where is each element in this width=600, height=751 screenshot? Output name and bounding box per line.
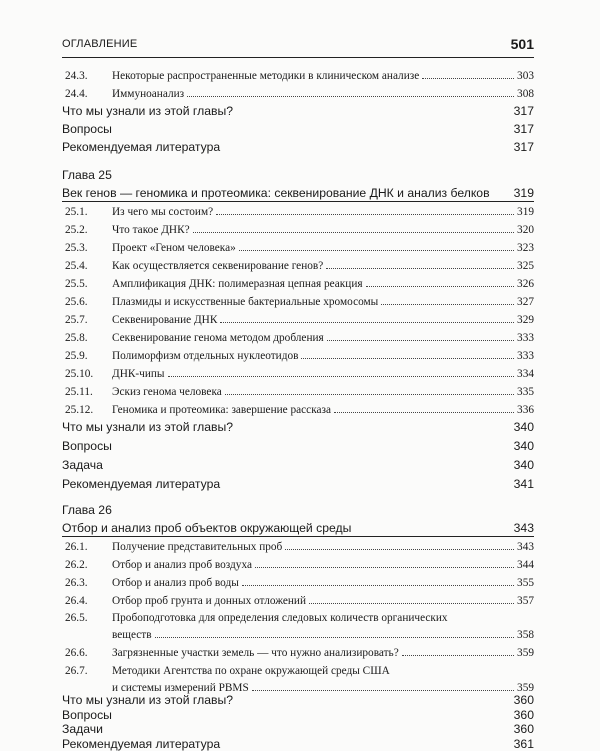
leader-dots [252,690,514,691]
entry-page: 359 [517,647,534,659]
leader-dots [255,567,514,568]
section-page: 340 [513,420,534,434]
chapter-heading[interactable] [62,517,534,536]
entry-title: Получение представительных проб [112,541,283,553]
section-page: 361 [513,736,534,751]
toc-entry[interactable] [65,364,534,380]
entry-number: 25.10. [65,368,94,380]
section-page: 317 [513,122,534,136]
leader-dots [285,549,514,550]
chapter-label: Глава 25 [62,168,112,182]
entry-title: Что такое ДНК? [112,224,190,236]
entry-number: 26.1. [65,541,88,553]
entry-page: 325 [517,260,534,272]
section-title: Вопросы [62,707,112,722]
section-page: 317 [513,140,534,154]
entry-number: 25.7. [65,314,88,326]
entry-title: Эскиз генома человека [112,386,222,398]
section-title: Вопросы [62,439,112,453]
entry-number: 25.9. [65,350,88,362]
page-number: 501 [510,36,534,52]
toc-entry[interactable] [65,274,534,290]
entry-number: 26.7. [65,665,88,677]
entry-number: 24.4. [65,88,88,100]
section-title: Вопросы [62,122,112,136]
entry-title: Проект «Геном человека» [112,242,236,254]
entry-page: 358 [517,629,534,641]
entry-title: Некоторые распространенные методики в клиническом анализе [112,70,420,82]
entry-page: 344 [517,559,534,571]
leader-dots [402,655,514,656]
entry-title: Полиморфизм отдельных нуклеотидов [112,350,299,362]
header-rule [62,57,534,58]
section-title: Задача [62,458,103,472]
entry-number: 26.5. [65,612,88,624]
entry-number: 25.12. [65,404,94,416]
toc-entry[interactable] [65,328,534,344]
section-page: 340 [513,439,534,453]
chapter-title: Отбор и анализ проб объектов окружающей среды [62,521,352,535]
entry-title: Отбор проб грунта и донных отложений [112,595,307,607]
toc-section[interactable] [62,454,534,472]
leader-dots [309,603,514,604]
leader-dots [327,340,514,341]
chapter-heading[interactable] [62,182,534,201]
toc-section[interactable] [62,707,534,722]
entry-page: 329 [517,314,534,326]
section-page: 341 [513,477,534,491]
entry-title: Методики Агентства по охране окружающей среды США [112,665,390,677]
toc-entry[interactable] [65,400,534,416]
entry-title: Амплификация ДНК: полимеразная цепная реакция [112,278,363,290]
entry-number: 25.4. [65,260,88,272]
leader-dots [216,214,514,215]
chapter-page: 319 [513,186,534,200]
section-title: Что мы узнали из этой главы? [62,693,233,707]
toc-section[interactable] [62,721,534,736]
entry-title: Как осуществляется секвенирование генов? [112,260,324,272]
toc-section[interactable] [62,435,534,453]
header-title: ОГЛАВЛЕНИЕ [62,38,138,50]
entry-number: 26.3. [65,577,88,589]
entry-title: Отбор и анализ проб воды [112,577,239,589]
entry-number: 24.3. [65,70,88,82]
toc-entry[interactable] [65,66,534,82]
leader-dots [239,250,514,251]
entry-page: 343 [517,541,534,553]
chapter-title: Век генов — геномика и протеомика: секвенирование ДНК и анализ белков [62,186,490,200]
section-title: Рекомендуемая литература [62,477,221,491]
entry-page: 334 [517,368,534,380]
toc-section[interactable] [62,100,534,118]
section-title: Задачи [62,722,103,736]
leader-dots [334,412,514,413]
entry-number: 25.11. [65,386,93,398]
leader-dots [225,394,514,395]
entry-page: 335 [517,386,534,398]
entry-title: Из чего мы состоим? [112,206,214,218]
leader-dots [301,358,514,359]
entry-number: 26.6. [65,647,88,659]
entry-page: 323 [517,242,534,254]
toc-section[interactable] [62,736,534,751]
entry-page: 357 [517,595,534,607]
leader-dots [381,304,514,305]
toc-entry[interactable] [65,591,534,607]
leader-dots [187,96,514,97]
entry-number: 26.2. [65,559,88,571]
entry-number: 25.8. [65,332,88,344]
page-header [62,38,534,58]
entry-title: Пробоподготовка для определения следовых количеств органических [112,612,448,624]
toc-section[interactable] [62,692,534,707]
section-title: Что мы узнали из этой главы? [62,420,233,434]
entry-page: 336 [517,404,534,416]
section-page: 360 [513,707,534,722]
entry-number: 25.3. [65,242,88,254]
toc-entry[interactable] [65,310,534,326]
entry-number: 25.2. [65,224,88,236]
toc-entry[interactable] [65,346,534,362]
toc-section[interactable] [62,136,534,154]
section-page: 340 [513,458,534,472]
section-page: 360 [513,722,534,736]
toc-entry[interactable] [65,238,534,254]
leader-dots [168,376,515,377]
leader-dots [220,322,514,323]
entry-title-continued: веществ [112,629,152,641]
entry-page: 326 [517,278,534,290]
entry-title: Секвенирование генома методом дробления [112,332,324,344]
leader-dots [326,268,514,269]
toc-entry[interactable] [65,292,534,308]
toc-entry[interactable] [65,382,534,398]
entry-number: 25.5. [65,278,88,290]
toc-entry[interactable] [65,573,534,589]
entry-page: 319 [517,206,534,218]
entry-page: 355 [517,577,534,589]
section-page: 317 [513,104,534,118]
entry-number: 25.6. [65,296,88,308]
leader-dots [422,78,514,79]
toc-entry[interactable] [65,537,534,553]
section-title: Что мы узнали из этой главы? [62,104,233,118]
entry-title: Иммуноанализ [112,88,185,100]
entry-page: 359 [517,682,534,694]
leader-dots [366,286,514,287]
toc-entry[interactable] [65,643,534,659]
entry-number: 25.1. [65,206,88,218]
chapter-label: Глава 26 [62,503,112,517]
entry-title: ДНК-чипы [112,368,165,380]
entry-title: Геномика и протеомика: завершение рассказа [112,404,331,416]
entry-page: 327 [517,296,534,308]
toc-entry-line1[interactable] [65,608,534,624]
chapter-page: 343 [513,521,534,535]
entry-page: 320 [517,224,534,236]
section-title: Рекомендуемая литература [62,140,221,154]
entry-page: 333 [517,332,534,344]
toc-section[interactable] [62,473,534,491]
section-title: Рекомендуемая литература [62,736,221,751]
toc-section[interactable] [62,118,534,136]
toc-entry[interactable] [65,220,534,236]
leader-dots [155,637,514,638]
toc-entry-line1[interactable] [65,661,534,677]
entry-title: Плазмиды и искусственные бактериальные хромосомы [112,296,379,308]
entry-page: 308 [517,88,534,100]
entry-number: 26.4. [65,595,88,607]
toc-entry-line2[interactable] [65,625,534,641]
toc-entry[interactable] [65,202,534,218]
leader-dots [242,585,514,586]
leader-dots [193,232,514,233]
toc-entry[interactable] [65,256,534,272]
toc-section[interactable] [62,416,534,434]
entry-page: 303 [517,70,534,82]
toc-entry[interactable] [65,555,534,571]
entry-title: Секвенирование ДНК [112,314,218,326]
entry-title: Отбор и анализ проб воздуха [112,559,252,571]
section-page: 360 [513,693,534,707]
entry-page: 333 [517,350,534,362]
toc-entry[interactable] [65,84,534,100]
entry-title-continued: и системы измерений PBMS [112,682,249,694]
entry-title: Загрязненные участки земель — что нужно анализировать? [112,647,399,659]
